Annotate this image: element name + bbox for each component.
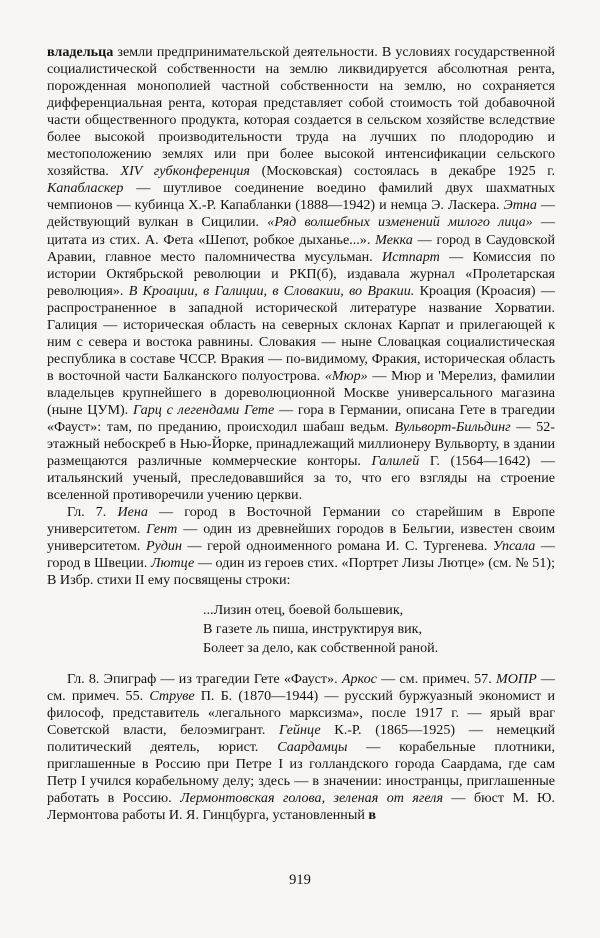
commentary-text [47, 44, 555, 824]
bold-text: в [368, 806, 377, 823]
paragraph-notes-ch6-cont [47, 44, 555, 504]
italic-term: Гейнце [279, 721, 321, 738]
text-run: — корабельные плотники, приглашенные в Россию при Петре I из голландского города Саардама, где сам Петр I учился корабельному делу; здесь — в значении: иностранцы, приглашенные работать в Россию. [47, 738, 555, 806]
italic-term: Истпарт [382, 248, 440, 265]
poem-quote [203, 601, 555, 658]
text-run: — см. примеч. 57. [376, 670, 496, 687]
italic-term: Лермонтовская голова, зеленая от ягеля [180, 789, 443, 806]
text-run: (Московская) состоялась в декабре 1925 г. [249, 163, 555, 180]
italic-term: Гент [146, 521, 178, 538]
notes-after-poem [47, 671, 555, 824]
text-run: Г. (1564—1642) — итальянский ученый, преследовавшийся за то, что его взгляды на строение вселенной противоречили учению церкви. [47, 453, 555, 504]
poem-line: ...Лизин отец, боевой большевик, [203, 601, 404, 618]
text-run: — герой одноименного романа И. С. Тургенева. [181, 538, 493, 555]
italic-term: В Кроации, в Галиции, в Словакии, во Вракии. [128, 282, 415, 299]
text-run: Кроация (Кроасия) — распространенное в западной исторической литературе название Хорватии. Галиция — историческая область на северных склонах Карпат и прилегающей к ним с севера и востока равнины. Словакия — ныне Словацкая социалистическая республика в составе ЧССР. Вракия — по-видимому, Фракия, историческая область в восточной части Балканского полуострова. [47, 282, 555, 384]
italic-term: Этна [503, 197, 537, 214]
text-run: — город в Восточной Германии со старейшим в Европе университетом. [47, 504, 555, 538]
poem-line: Болеет за дело, как собственной раной. [203, 639, 439, 656]
italic-term: Саардамцы [277, 738, 348, 755]
italic-term: МОПР [495, 670, 537, 687]
italic-term: Лютце [150, 555, 195, 572]
text-run: — город в Швеции. [47, 538, 556, 572]
text-run: — действующий вулкан в Сицилии. [47, 197, 555, 231]
text-run: Гл. 7. [67, 504, 118, 521]
text-run: — Комиссия по истории Октябрьской революции и РКП(б), издавала журнал «Пролетарская революция». [47, 248, 556, 299]
text-run: П. Б. (1870—1944) — русский буржуазный экономист и философ, представитель «легального марксизма», после 1917 г. — ярый враг Советской власти, белоэмигрант. [47, 687, 555, 738]
text-run: — 52-этажный небоскреб в Нью-Йорке, принадлежащий миллионеру Вульворту, в здании размещаются различные коммерческие конторы. [47, 419, 555, 470]
text-run: — бюст М. Ю. Лермонтова работы И. Я. Гинцбурга, установленный [47, 789, 555, 823]
paragraph-notes-ch8 [47, 671, 555, 824]
text-run: земли предпринимательской деятельности. В условиях государственной социалистической собственности на землю ликвидируется абсолютная рента, порожденная монополией частной собственности на землю, но сохраняется дифференциальная рента, которая представляет собой стоимость той добавочной части общественного продукта, которая создается в сельском хозяйстве вследствие более высокой производительности труда на лучших по плодородию и местоположению землях или при более высокой интенсификации сельского хозяйства. [47, 44, 555, 180]
text-run: — гора в Германии, описана Гете в трагедии «Фауст»: там, по преданию, происходил шабаш ведьм. [47, 401, 555, 436]
italic-term: Капабласкер [47, 180, 124, 197]
text-run: — один из древнейших городов в Бельгии, известен своим университетом. [47, 521, 555, 555]
text-run: К.-Р. (1865—1925) — немецкий политический деятель, юрист. [47, 721, 555, 755]
italic-term: «Ряд волшебных изменений милого лица» [267, 214, 533, 231]
text-run: — Мюр и 'Мерелиз, фамилии владельцев крупнейшего в дореволюционной Москве универсального магазина (ныне ЦУМ). [47, 367, 556, 418]
text-run: — город в Саудовской Аравии, главное место паломничества мусульман. [47, 231, 555, 265]
italic-term: Гарц с легендами Гете [132, 401, 275, 418]
paragraph-notes-ch7 [47, 504, 555, 589]
text-run: — шутливое соединение воедино фамилий двух шахматных чемпионов — кубинца Х.-Р. Капабланки (1888—1942) и немца Э. Ласкера. [47, 180, 555, 214]
italic-term: Струве [149, 687, 195, 704]
text-run: — см. примеч. 55. [47, 670, 556, 704]
italic-term: Аркос [341, 670, 377, 687]
bold-text: владельца [47, 44, 114, 60]
italic-term: Иена [117, 504, 148, 521]
notes-before-poem [47, 44, 555, 590]
poem-line: В газете ль пиша, инструктируя вик, [203, 620, 423, 637]
text-run: Гл. 8. Эпиграф — из трагедии Гете «Фауст». [67, 670, 342, 687]
italic-term: Упсала [492, 538, 536, 555]
text-run: — цитата из стих. А. Фета «Шепот, робкое дыханье...». [47, 214, 555, 248]
italic-term: Рудин [145, 538, 182, 555]
page-number: 919 [289, 872, 311, 888]
text-run: — один из героев стих. «Портрет Лизы Лютце» (см. № 51); В Избр. стихи II ему посвящены строки: [47, 555, 555, 589]
italic-term: «Мюр» [324, 367, 368, 384]
italic-term: Вульворт-Бильдинг [394, 419, 511, 436]
italic-term: Мекка [375, 231, 413, 248]
italic-term: Галилей [371, 453, 420, 470]
italic-term: XIV губконференция [120, 163, 250, 180]
